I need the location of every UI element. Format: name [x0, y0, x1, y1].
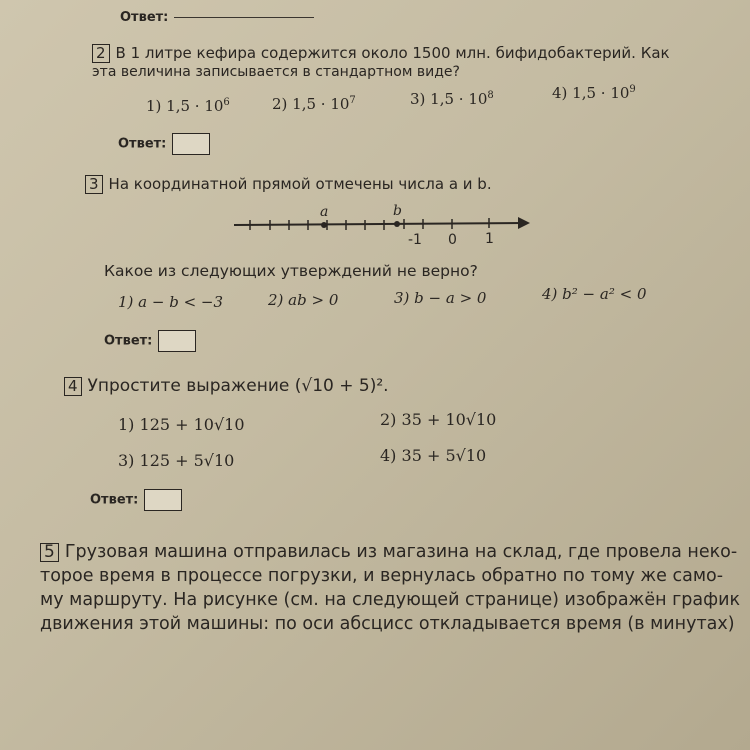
q2-option-1-text: 1) 1,5 · 10: [146, 97, 224, 115]
tick-label-1: 1: [485, 231, 494, 247]
question-3-line: [85, 175, 492, 194]
question-3: [85, 175, 492, 194]
axis-line: [234, 223, 524, 225]
q2-option-1[interactable]: [146, 97, 230, 115]
question-5-number: 5: [40, 543, 59, 562]
q3-option-1[interactable]: 1) a − b < −3: [118, 293, 224, 311]
q3-answer-box[interactable]: [158, 330, 196, 352]
q2-option-1-exp: 6: [223, 97, 230, 108]
question-3-prompt: Какое из следующих утверждений не верно?: [104, 262, 478, 280]
q2-answer-label: Ответ:: [118, 136, 167, 152]
q2-option-3[interactable]: [410, 90, 494, 108]
q2-option-4-text: 4) 1,5 · 10: [552, 84, 630, 102]
question-4-number: 4: [64, 377, 82, 396]
question-5: [40, 540, 750, 636]
q4-answer-box[interactable]: [144, 489, 182, 511]
question-2-text: В 1 литре кефира содержится около 1500 млн. бифидобактерий. Как: [115, 44, 670, 62]
question-3-number: 3: [85, 175, 103, 194]
q2-answer: [118, 133, 210, 155]
question-4-line: [64, 376, 389, 396]
question-4: [64, 376, 389, 396]
q2-option-3-text: 3) 1,5 · 10: [410, 90, 488, 108]
tick-label-0: 0: [448, 232, 457, 248]
q3-option-2[interactable]: 2) ab > 0: [268, 291, 339, 309]
q2-option-4[interactable]: [552, 84, 636, 102]
question-4-text: Упростите выражение (√10 + 5)².: [87, 376, 389, 396]
point-a: [321, 222, 327, 228]
q2-option-2-exp: 7: [349, 95, 356, 106]
question-3-text: На координатной прямой отмечены числа a и b.: [108, 175, 492, 193]
answer-underline: [174, 17, 314, 18]
question-5-line2: торое время в процессе погрузки, и вернулась обратно по тому же само-: [40, 566, 724, 586]
q4-answer-label: Ответ:: [90, 492, 139, 508]
q4-option-2[interactable]: 2) 35 + 10√10: [380, 410, 497, 429]
q2-option-4-exp: 9: [629, 84, 636, 95]
q2-answer-box[interactable]: [172, 133, 210, 155]
q4-answer: [90, 489, 182, 511]
question-2-line1: [92, 44, 670, 63]
question-5-line1: [40, 540, 750, 564]
point-b: [394, 221, 400, 227]
axis-arrow: [518, 217, 530, 229]
q4-option-3[interactable]: 3) 125 + 5√10: [118, 451, 235, 470]
q3-answer-label: Ответ:: [104, 333, 153, 349]
q2-option-2[interactable]: [272, 95, 356, 113]
coordinate-line: [230, 203, 540, 251]
q3-answer: [104, 330, 196, 352]
question-2-number: 2: [92, 44, 110, 63]
label-a: a: [320, 204, 329, 220]
q4-option-1[interactable]: 1) 125 + 10√10: [118, 415, 245, 434]
tick-label-minus1: -1: [408, 232, 422, 248]
question-2-line2: эта величина записывается в стандартном виде?: [92, 64, 460, 80]
q2-option-2-text: 2) 1,5 · 10: [272, 95, 350, 113]
top-answer-label: Ответ:: [120, 10, 169, 25]
q3-option-3[interactable]: 3) b − a > 0: [394, 289, 487, 307]
question-5-line4: движения этой машины: по оси абсцисс откладывается время (в минутах): [40, 614, 735, 634]
q2-option-3-exp: 8: [487, 90, 494, 101]
label-b: b: [393, 203, 402, 219]
question-5-text-1: Грузовая машина отправилась из магазина на склад, где провела неко-: [64, 542, 738, 562]
q4-option-4[interactable]: 4) 35 + 5√10: [380, 446, 487, 465]
question-2: [92, 44, 670, 80]
top-answer-line: [120, 10, 314, 25]
question-5-line3: му маршруту. На рисунке (см. на следующей странице) изображён график: [40, 590, 741, 610]
q3-option-4[interactable]: 4) b² − a² < 0: [542, 285, 647, 303]
